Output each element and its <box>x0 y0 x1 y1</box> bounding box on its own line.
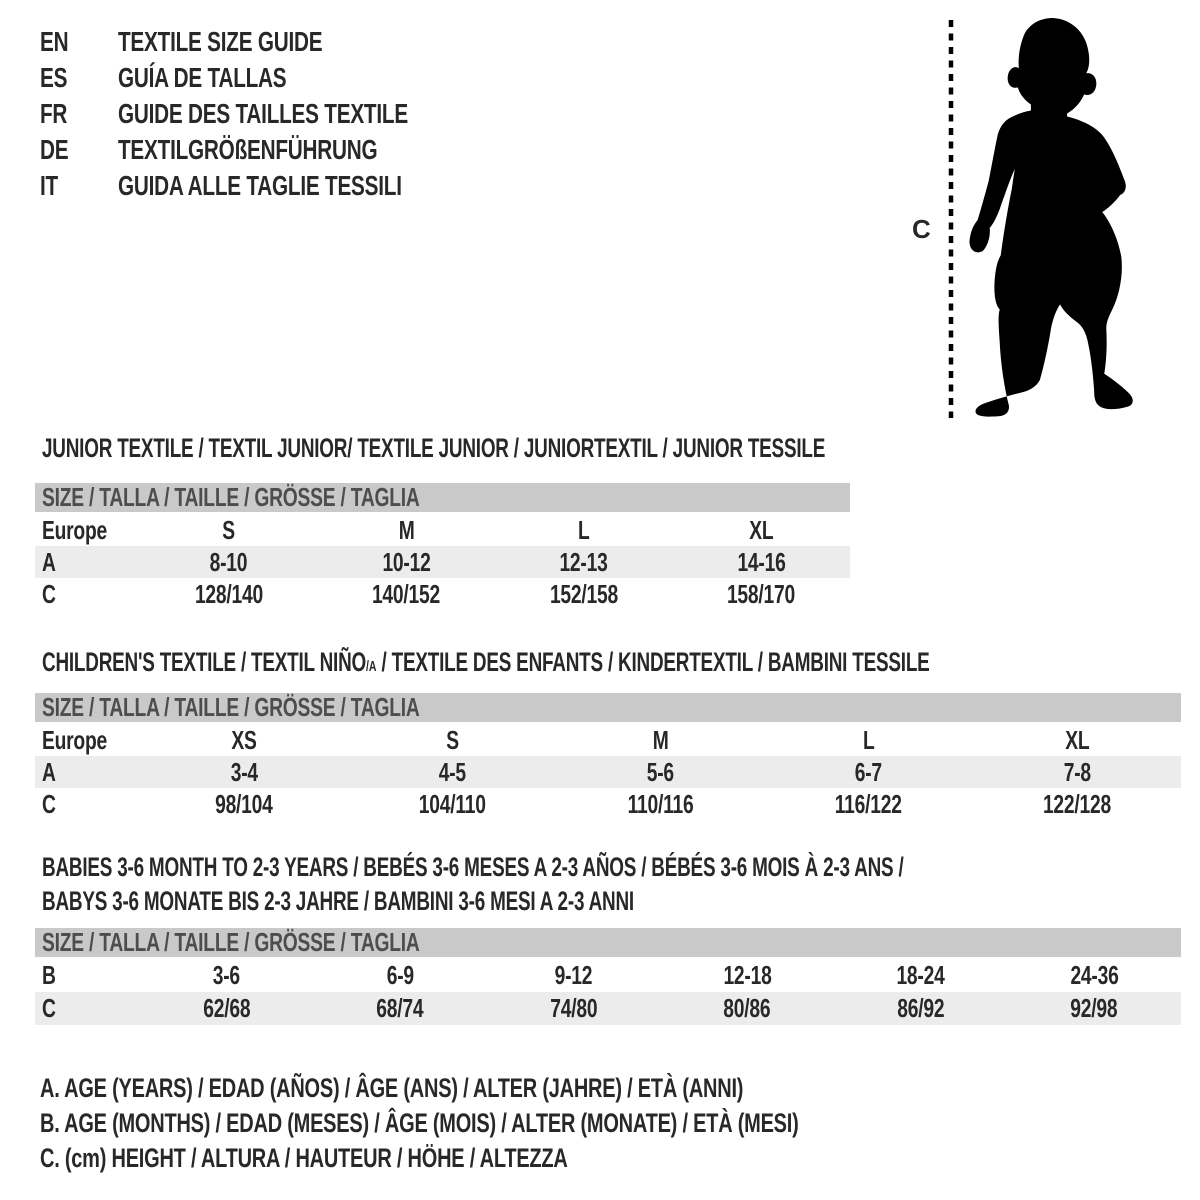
age-cell: 7-8 <box>1063 757 1091 787</box>
height-cell: 68/74 <box>376 993 424 1023</box>
table-row-europe <box>35 724 1181 756</box>
language-title: TEXTILE SIZE GUIDE <box>118 26 323 57</box>
height-cell: 128/140 <box>194 579 263 609</box>
size-cell: L <box>862 725 875 755</box>
babies-section-title-line2: BABYS 3-6 MONATE BIS 2-3 JAHRE / BAMBINI 3-6 MESI A 2-3 ANNI <box>42 886 634 916</box>
height-cell: 98/104 <box>215 789 273 819</box>
age-cell: 18-24 <box>896 960 945 990</box>
legend-height-cm: C. (cm) HEIGHT / ALTURA / HAUTEUR / HÖHE / ALTEZZA <box>40 1143 568 1173</box>
height-cell: 80/86 <box>723 993 771 1023</box>
babies-section-title-line1: BABIES 3-6 MONTH TO 2-3 YEARS / BEBÉS 3-6 MESES A 2-3 AÑOS / BÉBÉS 3-6 MOIS À 2-3 ANS / <box>42 852 904 882</box>
section-babies-textile <box>35 850 1181 1025</box>
language-title-list <box>40 24 510 204</box>
height-cell: 116/122 <box>835 789 903 819</box>
children-size-table <box>35 693 1181 820</box>
age-cell: 4-5 <box>438 757 466 787</box>
age-cell: 14-16 <box>737 547 786 577</box>
age-cell: 12-18 <box>723 960 772 990</box>
age-cell: 24-36 <box>1070 960 1119 990</box>
height-cell: 110/116 <box>627 789 694 819</box>
table-row-height-cm <box>35 578 850 610</box>
age-cell: 3-4 <box>230 757 258 787</box>
height-cell: 92/98 <box>1070 993 1118 1023</box>
age-cell: 6-7 <box>855 757 883 787</box>
table-row-age-years <box>35 756 1181 788</box>
language-row-es <box>40 60 510 96</box>
height-cell: 158/170 <box>727 579 796 609</box>
language-title: GUÍA DE TALLAS <box>118 62 287 93</box>
language-title: GUIDA ALLE TAGLIE TESSILI <box>118 170 402 201</box>
junior-section-title: JUNIOR TEXTILE / TEXTIL JUNIOR/ TEXTILE JUNIOR / JUNIORTEXTIL / JUNIOR TESSILE <box>42 433 826 463</box>
height-measure-line <box>946 18 956 420</box>
age-cell: 12-13 <box>559 547 608 577</box>
row-label: C <box>42 579 56 609</box>
size-cell: XL <box>749 515 774 545</box>
height-cell: 152/158 <box>549 579 618 609</box>
nino-a-subscript: /A <box>366 658 377 675</box>
toddler-silhouette-icon <box>966 16 1138 418</box>
row-label: A <box>42 757 56 787</box>
babies-size-table <box>35 928 1181 1025</box>
size-table-header: SIZE / TALLA / TAILLE / GRÖSSE / TAGLIA <box>35 928 1181 957</box>
row-label: Europe <box>42 515 107 545</box>
section-childrens-textile <box>35 647 1181 820</box>
language-title: GUIDE DES TAILLES TEXTILE <box>118 98 408 129</box>
table-row-height-cm <box>35 992 1181 1025</box>
height-measure-label: C <box>912 214 931 244</box>
size-cell: M <box>398 515 415 545</box>
language-row-de <box>40 132 510 168</box>
row-label: C <box>42 789 56 819</box>
section-junior-textile <box>35 433 850 610</box>
language-row-en <box>40 24 510 60</box>
age-cell: 6-9 <box>386 960 414 990</box>
age-cell: 5-6 <box>646 757 675 787</box>
table-row-height-cm <box>35 788 1181 820</box>
size-cell: M <box>652 725 669 755</box>
measurement-legend <box>40 1071 1065 1176</box>
children-section-title: CHILDREN'S TEXTILE / TEXTIL NIÑO/A / TEXTILE DES ENFANTS / KINDERTEXTIL / BAMBINI TESSILE <box>42 647 930 677</box>
row-label: Europe <box>42 725 107 755</box>
language-code: IT <box>40 170 58 201</box>
row-label: C <box>42 993 56 1023</box>
size-table-header: SIZE / TALLA / TAILLE / GRÖSSE / TAGLIA <box>35 483 850 512</box>
language-code: FR <box>40 98 68 129</box>
size-cell: XL <box>1064 725 1089 755</box>
height-cell: 86/92 <box>897 993 945 1023</box>
table-row-age-months <box>35 959 1181 992</box>
age-cell: 8-10 <box>209 547 248 577</box>
language-code: DE <box>40 134 69 165</box>
table-row-age-years <box>35 546 850 578</box>
legend-age-years: A. AGE (YEARS) / EDAD (AÑOS) / ÂGE (ANS) / ALTER (JAHRE) / ETÀ (ANNI) <box>40 1073 744 1103</box>
size-cell: S <box>445 725 459 755</box>
language-code: ES <box>40 62 68 93</box>
size-cell: S <box>222 515 236 545</box>
legend-age-months: B. AGE (MONTHS) / EDAD (MESES) / ÂGE (MOIS) / ALTER (MONATE) / ETÀ (MESI) <box>40 1108 799 1138</box>
table-row-europe <box>35 514 850 546</box>
row-label: A <box>42 547 56 577</box>
size-table-header: SIZE / TALLA / TAILLE / GRÖSSE / TAGLIA <box>35 693 1181 722</box>
language-title: TEXTILGRÖßENFÜHRUNG <box>118 134 378 165</box>
size-cell: XS <box>231 725 257 755</box>
height-cell: 62/68 <box>203 993 251 1023</box>
language-code: EN <box>40 26 69 57</box>
age-cell: 10-12 <box>382 547 431 577</box>
height-cell: 122/128 <box>1042 789 1111 819</box>
age-cell: 3-6 <box>213 960 241 990</box>
language-row-fr <box>40 96 510 132</box>
height-cell: 140/152 <box>372 579 441 609</box>
language-row-it <box>40 168 510 204</box>
row-label: B <box>42 960 56 990</box>
junior-size-table <box>35 483 850 610</box>
age-cell: 9-12 <box>554 960 593 990</box>
height-cell: 104/110 <box>418 789 486 819</box>
height-cell: 74/80 <box>550 993 598 1023</box>
size-cell: L <box>577 515 590 545</box>
